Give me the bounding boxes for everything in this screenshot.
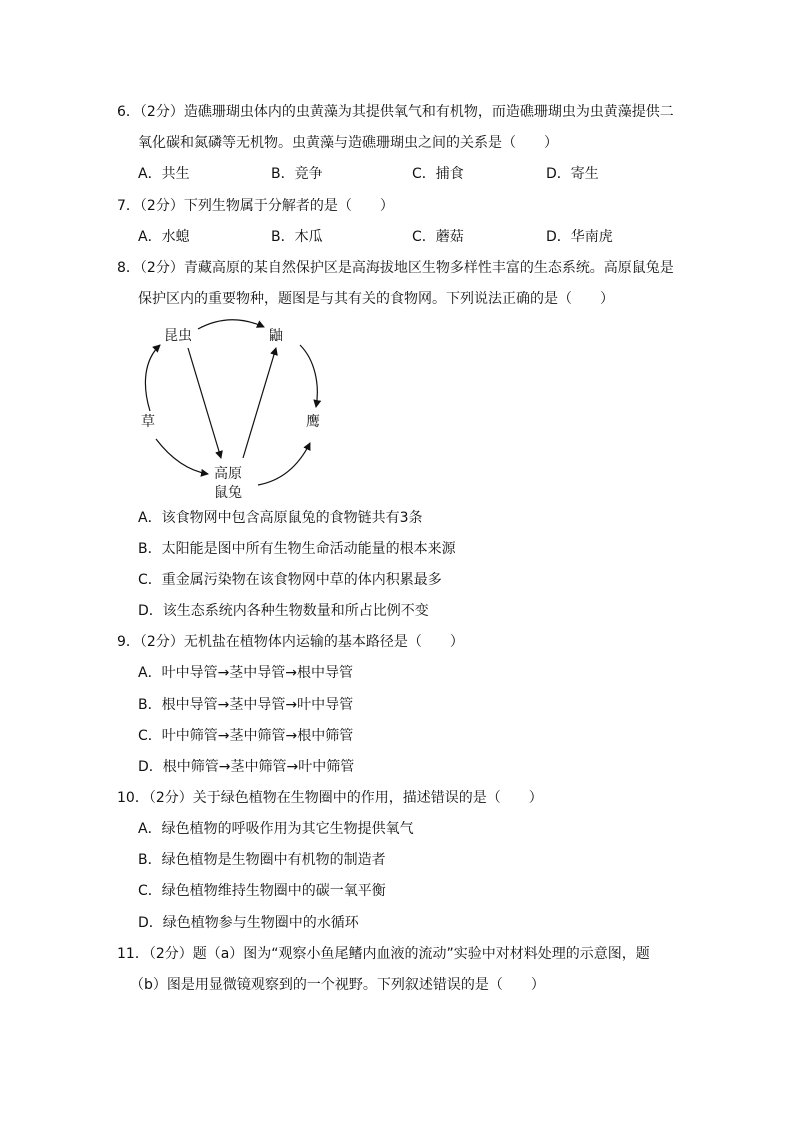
node-pika-line2: 鼠兔 xyxy=(214,485,242,501)
question-8-option-d: D．该生态系统内各种生物数量和所占比例不变 xyxy=(138,603,429,619)
question-8-stem: 8．（2分）青藏高原的某自然保护区是高海拔地区生物多样性丰富的生态系统。高原鼠兔是 xyxy=(117,260,674,276)
question-7-option-a: A．水螅 xyxy=(138,229,190,245)
question-9-stem: 9．（2分）无机盐在植物体内运输的基本路径是（ ） xyxy=(117,634,464,650)
question-8-option-b: B．太阳能是图中所有生物生命活动能量的根本来源 xyxy=(138,541,456,557)
question-6-stem-cont: 氧化碳和氮磷等无机物。虫黄藻与造礁珊瑚虫之间的关系是（ ） xyxy=(138,135,558,151)
node-insect: 昆虫 xyxy=(164,328,192,344)
arrow-grass-to-insect xyxy=(145,345,160,411)
question-8-option-c: C．重金属污染物在该食物网中草的体内积累最多 xyxy=(138,572,442,588)
arrow-pika-to-weasel xyxy=(243,348,276,458)
question-9-option-b: B．根中导管→茎中导管→叶中导管 xyxy=(138,697,354,713)
node-weasel: 鼬 xyxy=(269,328,283,344)
question-8-stem-cont: 保护区内的重要物种，题图是与其有关的食物网。下列说法正确的是（ ） xyxy=(138,291,614,307)
question-9-option-c: C．叶中筛管→茎中筛管→根中筛管 xyxy=(138,728,354,744)
question-6-option-d: D．寄生 xyxy=(546,166,599,182)
question-7-stem: 7．（2分）下列生物属于分解者的是（ ） xyxy=(117,198,394,214)
arrow-insect-to-pika xyxy=(188,348,221,458)
question-11-stem: 11．（2分）题（a）图为“观察小鱼尾鳍内血液的流动”实验中对材料处理的示意图，题 xyxy=(117,946,650,962)
food-web-diagram xyxy=(130,315,350,505)
node-pika-line1: 高原 xyxy=(214,466,242,482)
question-7-option-c: C．蘑菇 xyxy=(412,229,464,245)
question-10-stem: 10．（2分）关于绿色植物在生物圈中的作用，描述错误的是（ ） xyxy=(117,790,543,806)
question-9-option-d: D．根中筛管→茎中筛管→叶中筛管 xyxy=(138,759,355,775)
question-6-option-a: A．共生 xyxy=(138,166,190,182)
question-6-stem: 6．（2分）造礁珊瑚虫体内的虫黄藻为其提供氧气和有机物，而造礁珊瑚虫为虫黄藻提供二 xyxy=(117,104,674,120)
question-10-option-c: C．绿色植物维持生物圈中的碳一氧平衡 xyxy=(138,883,386,899)
question-9-option-a: A．叶中导管→茎中导管→根中导管 xyxy=(138,665,354,681)
arrow-grass-to-pika xyxy=(156,439,208,474)
question-10-option-a: A．绿色植物的呼吸作用为其它生物提供氧气 xyxy=(138,821,414,837)
question-10-option-d: D．绿色植物参与生物圈中的水循环 xyxy=(138,915,359,931)
arrow-weasel-to-eagle xyxy=(300,345,317,407)
question-7-option-d: D．华南虎 xyxy=(546,229,613,245)
node-eagle: 鹰 xyxy=(306,414,320,430)
arrow-pika-to-eagle xyxy=(258,443,310,485)
question-8-option-a: A．该食物网中包含高原鼠兔的食物链共有3条 xyxy=(138,510,423,526)
question-6-option-b: B．竞争 xyxy=(271,166,323,182)
question-11-stem-cont: （b）图是用显微镜观察到的一个视野。下列叙述错误的是（ ） xyxy=(130,977,545,993)
node-grass: 草 xyxy=(141,414,155,430)
arrow-insect-to-weasel xyxy=(198,320,264,329)
question-7-option-b: B．木瓜 xyxy=(271,229,323,245)
question-10-option-b: B．绿色植物是生物圈中有机物的制造者 xyxy=(138,852,386,868)
question-6-option-c: C．捕食 xyxy=(412,166,464,182)
